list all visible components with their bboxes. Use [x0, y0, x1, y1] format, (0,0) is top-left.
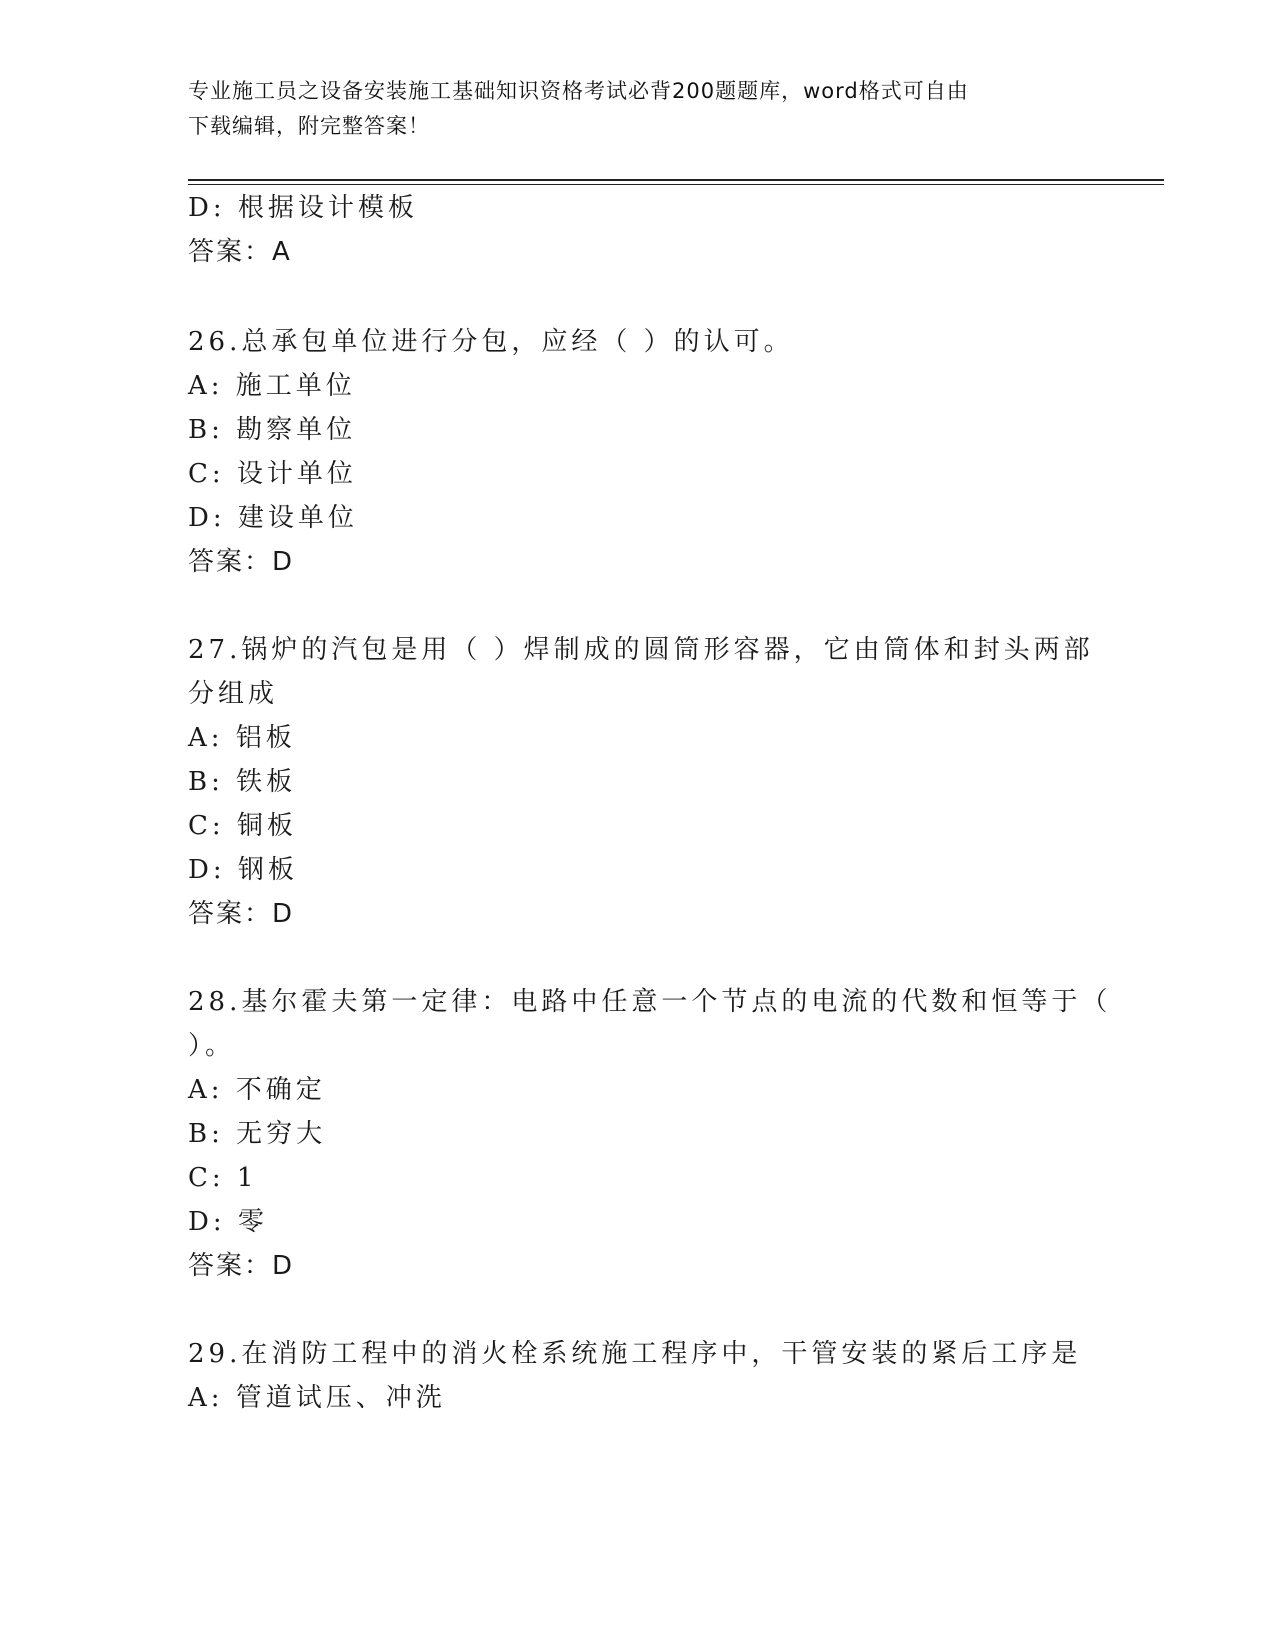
header-title-line-2: 下载编辑，附完整答案！: [188, 114, 430, 138]
header-divider-thin: [188, 184, 1164, 185]
q28-stem-line-2: ）。: [188, 1031, 236, 1061]
q29-stem: 29.在消防工程中的消火栓系统施工程序中，干管安装的紧后工序是: [188, 1339, 1082, 1369]
header-title-line-1: 专业施工员之设备安装施工基础知识资格考试必背200题题库，word格式可自由: [188, 79, 969, 103]
q27-stem-line-2: 分组成: [188, 679, 279, 709]
q26-option-d: D: 建设单位: [188, 503, 358, 533]
q26-answer: 答案：D: [188, 547, 295, 577]
header-divider-thick: [188, 179, 1164, 181]
q28-answer: 答案：D: [188, 1251, 295, 1281]
q26-option-c: C: 设计单位: [188, 459, 357, 489]
q25-option-d: D: 根据设计模板: [188, 193, 418, 223]
q27-answer: 答案：D: [188, 899, 295, 929]
q26-stem: 26.总承包单位进行分包，应经（ ）的认可。: [188, 327, 794, 357]
q27-option-a: A: 铝板: [188, 723, 296, 753]
q25-answer: 答案：A: [188, 237, 292, 267]
q28-option-a: A: 不确定: [188, 1075, 326, 1105]
document-header: [188, 74, 1078, 144]
q28-option-b: B: 无穷大: [188, 1119, 327, 1149]
q27-option-c: C: 铜板: [188, 811, 297, 841]
q28-stem-line-1: 28.基尔霍夫第一定律：电路中任意一个节点的电流的代数和恒等于（: [188, 987, 1112, 1017]
q27-stem-line-1: 27.锅炉的汽包是用（ ）焊制成的圆筒形容器，它由筒体和封头两部: [188, 635, 1094, 665]
q26-option-a: A: 施工单位: [188, 371, 356, 401]
q28-option-c: C: 1: [188, 1163, 258, 1193]
q29-option-a: A: 管道试压、冲洗: [188, 1383, 446, 1413]
q28-option-d: D: 零: [188, 1207, 268, 1237]
q27-option-b: B: 铁板: [188, 767, 297, 797]
q27-option-d: D: 钢板: [188, 855, 298, 885]
q26-option-b: B: 勘察单位: [188, 415, 357, 445]
